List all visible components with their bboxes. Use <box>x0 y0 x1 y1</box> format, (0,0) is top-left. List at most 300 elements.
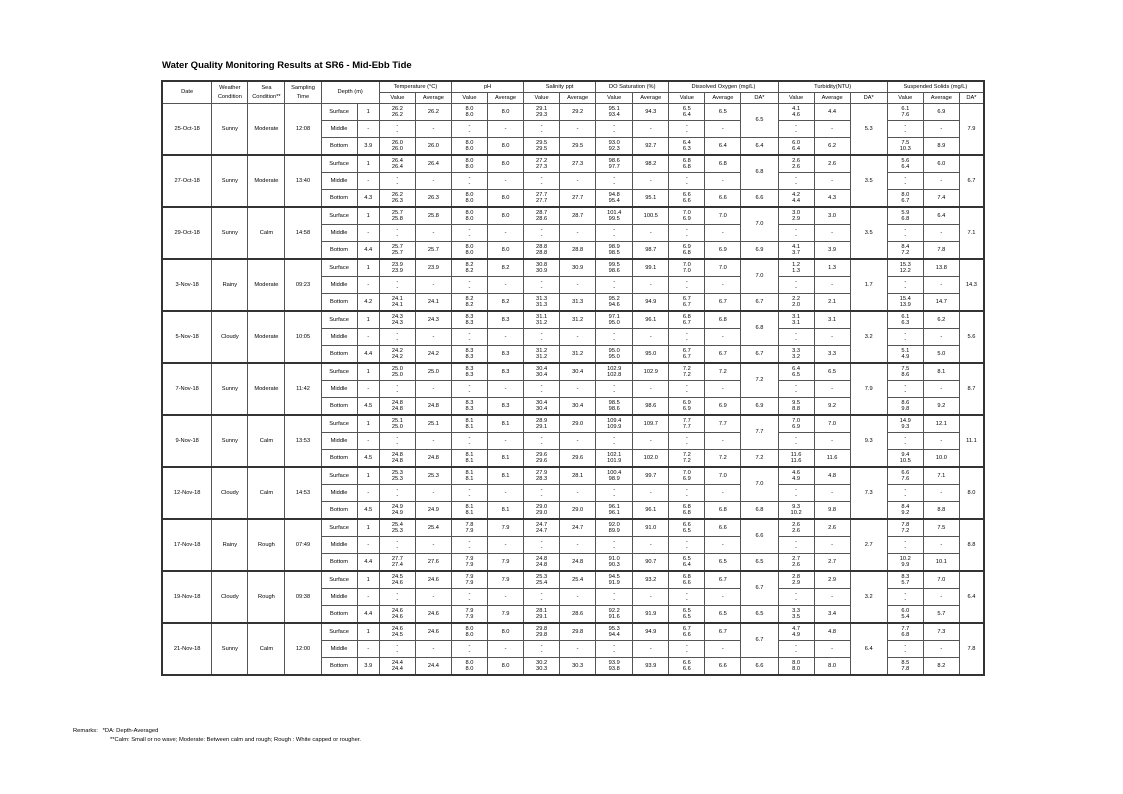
dosat-average: 95.0 <box>633 346 669 364</box>
ph-values-reading: 8.1 <box>465 424 474 430</box>
ph-values <box>451 190 487 208</box>
sal-average: 29.5 <box>560 138 596 156</box>
do-values-reading: - <box>685 330 688 337</box>
temp-average: - <box>415 173 451 190</box>
do-values-reading: 7.0 <box>682 261 691 268</box>
turbidity-average: 2.9 <box>814 571 850 589</box>
ph-values-reading: 8.0 <box>465 250 474 256</box>
sal-values <box>524 155 560 173</box>
sal-average: 24.7 <box>560 519 596 537</box>
turbidity-depth-averaged: 2.7 <box>850 519 887 571</box>
do-values-reading: - <box>685 597 688 603</box>
depth-level-label: Bottom <box>321 554 357 572</box>
ss-values-reading: 8.6 <box>901 399 910 406</box>
turbidity-values-reading: 2.7 <box>792 555 801 562</box>
ph-values <box>451 225 487 242</box>
sal-average: 31.3 <box>560 294 596 312</box>
ph-values-reading: 8.1 <box>465 417 474 424</box>
do-depth-averaged: 6.7 <box>741 294 778 312</box>
ss-values-reading: - <box>904 441 907 447</box>
depth-value: - <box>357 121 379 138</box>
do-average: 7.2 <box>705 450 741 468</box>
turbidity-values-reading: 1.3 <box>792 268 801 274</box>
sal-values-reading: 30.4 <box>536 399 548 406</box>
dosat-values-reading: - <box>613 434 616 441</box>
temp-values <box>379 329 415 346</box>
turbidity-values-reading: - <box>795 122 798 129</box>
sal-values-reading: 31.2 <box>536 320 548 326</box>
temp-values-reading: 25.7 <box>391 250 403 256</box>
sal-values <box>524 433 560 450</box>
turbidity-values <box>778 259 814 277</box>
dosat-values-reading: 95.3 <box>608 625 620 632</box>
turbidity-average: 2.6 <box>814 519 850 537</box>
ph-values-reading: 8.3 <box>465 372 474 378</box>
ss-values-reading: - <box>904 649 907 655</box>
ss-values-reading: - <box>904 389 907 395</box>
turbidity-values <box>778 173 814 190</box>
ph-values-reading: - <box>468 285 471 291</box>
temp-values-reading: - <box>396 122 399 129</box>
temp-average: 26.4 <box>415 155 451 173</box>
temp-values-reading: 26.0 <box>391 139 403 146</box>
dosat-values-reading: 95.4 <box>608 198 620 204</box>
do-average: 6.6 <box>705 190 741 208</box>
turbidity-average: - <box>814 485 850 502</box>
turbidity-values-reading: 6.4 <box>792 146 801 152</box>
dosat-average: 92.7 <box>633 138 669 156</box>
sampling-time-cell: 11:42 <box>285 363 321 415</box>
depth-value: 3.9 <box>357 138 379 156</box>
sal-average: - <box>560 433 596 450</box>
ss-values <box>887 398 923 416</box>
temp-values-reading: 25.8 <box>391 216 403 222</box>
turbidity-average: - <box>814 589 850 606</box>
turbidity-values-reading: 6.5 <box>792 372 801 378</box>
table-row <box>162 467 984 485</box>
weather-cell: Sunny <box>212 415 248 467</box>
do-values-reading: 6.6 <box>682 198 691 204</box>
depth-level-label: Bottom <box>321 242 357 260</box>
temp-average: 24.2 <box>415 346 451 364</box>
sal-values-reading: 24.7 <box>536 521 548 528</box>
do-average: 6.7 <box>705 571 741 589</box>
dosat-values-reading: - <box>613 278 616 285</box>
ss-values-reading: 8.6 <box>901 372 910 378</box>
ph-average: 8.2 <box>488 259 524 277</box>
turbidity-values <box>778 242 814 260</box>
turbidity-values-reading: 8.0 <box>792 659 801 666</box>
temp-average: - <box>415 485 451 502</box>
do-average: 6.5 <box>705 606 741 624</box>
ss-values-reading: - <box>904 382 907 389</box>
dosat-values <box>596 173 633 190</box>
depth-value: 1 <box>357 415 379 433</box>
ss-values-reading: 7.2 <box>901 528 910 534</box>
temp-average: - <box>415 589 451 606</box>
do-depth-averaged: 6.6 <box>741 190 778 208</box>
depth-level-label: Middle <box>321 277 357 294</box>
weather-cell: Cloudy <box>212 571 248 623</box>
ph-average: 8.3 <box>488 363 524 381</box>
temp-values <box>379 589 415 606</box>
sal-values-reading: 24.8 <box>536 562 548 568</box>
sal-values <box>524 329 560 346</box>
turbidity-values-reading: 4.1 <box>792 105 801 112</box>
ss-values-reading: - <box>904 337 907 343</box>
weather-cell: Cloudy <box>212 467 248 519</box>
ss-average: - <box>923 485 959 502</box>
ph-values <box>451 138 487 156</box>
depth-level-label: Bottom <box>321 606 357 624</box>
do-average: - <box>705 485 741 502</box>
turbidity-values <box>778 502 814 520</box>
ss-values-reading: 4.9 <box>901 354 910 360</box>
ss-values-reading: 8.5 <box>901 659 910 666</box>
do-depth-averaged: 6.8 <box>741 502 778 520</box>
turbidity-values-reading: 3.3 <box>792 607 801 614</box>
ss-values <box>887 225 923 242</box>
temp-average: 25.0 <box>415 363 451 381</box>
turbidity-values <box>778 641 814 658</box>
depth-level-label: Bottom <box>321 502 357 520</box>
depth-value: - <box>357 173 379 190</box>
ss-average: 6.4 <box>923 207 959 225</box>
dosat-values <box>596 277 633 294</box>
depth-level-label: Surface <box>321 311 357 329</box>
ph-values-reading: 7.8 <box>465 521 474 528</box>
sal-values-reading: 29.1 <box>536 614 548 620</box>
ph-values <box>451 450 487 468</box>
ss-values-reading: 5.1 <box>901 347 910 354</box>
do-values <box>669 658 705 676</box>
sal-values <box>524 242 560 260</box>
ss-average: - <box>923 277 959 294</box>
ss-average: - <box>923 225 959 242</box>
sal-values-reading: - <box>540 233 543 239</box>
temp-values-reading: 25.3 <box>391 528 403 534</box>
do-values <box>669 571 705 589</box>
sea-condition-cell: Calm <box>248 207 285 259</box>
temp-values-reading: - <box>396 545 399 551</box>
do-values-reading: - <box>685 545 688 551</box>
ph-values-reading: - <box>468 337 471 343</box>
ss-values-reading: 8.4 <box>901 243 910 250</box>
dosat-values-reading: - <box>613 226 616 233</box>
sal-values-reading: 29.5 <box>536 139 548 146</box>
dosat-values <box>596 381 633 398</box>
depth-level-label: Middle <box>321 485 357 502</box>
sal-values <box>524 519 560 537</box>
sal-values-reading: 29.0 <box>536 510 548 516</box>
turbidity-values-reading: 3.1 <box>792 320 801 326</box>
temp-values-reading: - <box>396 285 399 291</box>
sal-average: 31.2 <box>560 311 596 329</box>
do-values-reading: - <box>685 389 688 395</box>
depth-value: 1 <box>357 623 379 641</box>
turbidity-values-reading: - <box>795 226 798 233</box>
ph-average: - <box>488 433 524 450</box>
ph-values-reading: 8.0 <box>465 198 474 204</box>
ss-values-reading: - <box>904 233 907 239</box>
dosat-values-reading: 90.3 <box>608 562 620 568</box>
do-values <box>669 502 705 520</box>
remarks-line-1: *DA: Depth-Averaged <box>102 728 159 734</box>
turbidity-values-reading: 9.5 <box>792 399 801 406</box>
remarks-label: Remarks: <box>73 728 98 734</box>
sal-average: 30.4 <box>560 363 596 381</box>
dosat-values-reading: - <box>613 233 616 239</box>
dosat-average: 94.9 <box>633 294 669 312</box>
ss-values <box>887 242 923 260</box>
turbidity-values-reading: 2.6 <box>792 562 801 568</box>
do-values-reading: 6.5 <box>682 607 691 614</box>
depth-level-label: Middle <box>321 329 357 346</box>
do-depth-averaged: 7.0 <box>741 259 778 294</box>
dosat-values-reading: - <box>613 389 616 395</box>
depth-level-label: Middle <box>321 225 357 242</box>
dosat-values-reading: 94.6 <box>608 302 620 308</box>
date-cell: 12-Nov-18 <box>162 467 212 519</box>
do-values <box>669 641 705 658</box>
sal-values-reading: 31.3 <box>536 295 548 302</box>
ss-values <box>887 571 923 589</box>
do-values-reading: 6.9 <box>682 399 691 406</box>
ph-values <box>451 381 487 398</box>
ph-average: - <box>488 589 524 606</box>
do-values-reading: - <box>685 441 688 447</box>
sal-values-reading: 27.9 <box>536 469 548 476</box>
dosat-values <box>596 207 633 225</box>
ph-values <box>451 519 487 537</box>
sal-values-reading: 24.7 <box>536 528 548 534</box>
dosat-values <box>596 346 633 364</box>
ph-average: - <box>488 277 524 294</box>
sal-values-reading: - <box>540 538 543 545</box>
depth-level-label: Bottom <box>321 346 357 364</box>
header-do-saturation: DO Saturation (%) <box>596 81 669 93</box>
do-average: 6.7 <box>705 294 741 312</box>
turbidity-values-reading: 3.1 <box>792 313 801 320</box>
turbidity-values-reading: 2.2 <box>792 295 801 302</box>
do-values-reading: 6.6 <box>682 659 691 666</box>
sal-values <box>524 398 560 416</box>
ss-average: 5.0 <box>923 346 959 364</box>
turbidity-values-reading: - <box>795 382 798 389</box>
turbidity-depth-averaged: 7.9 <box>850 363 887 415</box>
do-values-reading: 7.2 <box>682 451 691 458</box>
depth-value: 4.4 <box>357 606 379 624</box>
dosat-average: - <box>633 589 669 606</box>
ph-values <box>451 346 487 364</box>
dosat-values <box>596 485 633 502</box>
ss-values-reading: 10.2 <box>899 555 911 562</box>
turbidity-values-reading: - <box>795 597 798 603</box>
dosat-values-reading: - <box>613 642 616 649</box>
depth-level-label: Middle <box>321 641 357 658</box>
dosat-average: 98.6 <box>633 398 669 416</box>
table-row <box>162 259 984 277</box>
dosat-values <box>596 329 633 346</box>
do-depth-averaged: 6.5 <box>741 554 778 572</box>
do-values <box>669 155 705 173</box>
temp-values-reading: 24.2 <box>391 354 403 360</box>
temp-values-reading: - <box>396 649 399 655</box>
turbidity-average: 2.6 <box>814 155 850 173</box>
temp-values-reading: - <box>396 330 399 337</box>
dosat-values-reading: - <box>613 285 616 291</box>
date-cell: 29-Oct-18 <box>162 207 212 259</box>
do-average: 7.7 <box>705 415 741 433</box>
temp-average: 24.4 <box>415 658 451 676</box>
ss-average: 7.0 <box>923 571 959 589</box>
turbidity-values-reading: 1.2 <box>792 261 801 268</box>
depth-level-label: Surface <box>321 104 357 121</box>
ph-values-reading: 8.1 <box>465 510 474 516</box>
turbidity-average: - <box>814 225 850 242</box>
sal-average: - <box>560 641 596 658</box>
turbidity-values-reading: 3.5 <box>792 614 801 620</box>
ph-average: - <box>488 329 524 346</box>
depth-level-label: Surface <box>321 571 357 589</box>
temp-values-reading: 24.4 <box>391 659 403 666</box>
depth-value: - <box>357 485 379 502</box>
dosat-values-reading: 100.4 <box>607 469 622 476</box>
temp-values <box>379 104 415 121</box>
temp-values-reading: - <box>396 181 399 187</box>
do-values-reading: - <box>685 226 688 233</box>
dosat-average: - <box>633 277 669 294</box>
ss-values-reading: 9.3 <box>901 424 910 430</box>
ss-values <box>887 433 923 450</box>
ph-average: - <box>488 173 524 190</box>
do-values <box>669 623 705 641</box>
depth-level-label: Middle <box>321 433 357 450</box>
dosat-values <box>596 554 633 572</box>
do-average: 6.9 <box>705 242 741 260</box>
temp-values-reading: 25.0 <box>391 365 403 372</box>
dosat-values-reading: 95.0 <box>608 347 620 354</box>
turbidity-values <box>778 467 814 485</box>
depth-level-label: Bottom <box>321 190 357 208</box>
sal-values-reading: 30.4 <box>536 372 548 378</box>
ph-values-reading: 8.0 <box>465 659 474 666</box>
ss-values-reading: 7.6 <box>901 112 910 118</box>
turbidity-values-reading: 3.0 <box>792 209 801 216</box>
turbidity-values-reading: 4.9 <box>792 632 801 638</box>
turbidity-values-reading: 6.0 <box>792 139 801 146</box>
do-values <box>669 589 705 606</box>
ph-values <box>451 155 487 173</box>
ss-values-reading: 6.8 <box>901 632 910 638</box>
turbidity-values-reading: - <box>795 330 798 337</box>
ph-values <box>451 467 487 485</box>
header-ph: pH <box>451 81 523 93</box>
ss-values <box>887 363 923 381</box>
do-average: - <box>705 173 741 190</box>
do-values-reading: 7.2 <box>682 372 691 378</box>
dosat-values-reading: 93.9 <box>608 659 620 666</box>
do-values <box>669 225 705 242</box>
dosat-values <box>596 155 633 173</box>
ph-values-reading: 8.1 <box>465 476 474 482</box>
dosat-values <box>596 537 633 554</box>
temp-values-reading: 24.6 <box>391 580 403 586</box>
ss-values-reading: 5.9 <box>901 209 910 216</box>
sal-average: 28.6 <box>560 606 596 624</box>
ss-values-reading: - <box>904 538 907 545</box>
dosat-values-reading: 93.8 <box>608 666 620 672</box>
turbidity-values <box>778 294 814 312</box>
ph-values-reading: 8.0 <box>465 157 474 164</box>
sampling-time-cell: 14:58 <box>285 207 321 259</box>
temp-average: 26.2 <box>415 104 451 121</box>
turbidity-values-reading: - <box>795 642 798 649</box>
ss-values <box>887 450 923 468</box>
ss-values <box>887 155 923 173</box>
ss-values-reading: - <box>904 597 907 603</box>
temp-values-reading: 26.0 <box>391 146 403 152</box>
do-values-reading: 6.8 <box>682 313 691 320</box>
temp-average: 24.6 <box>415 571 451 589</box>
do-depth-averaged: 6.9 <box>741 398 778 416</box>
temp-values-reading: 25.0 <box>391 372 403 378</box>
sal-average: - <box>560 173 596 190</box>
do-average: - <box>705 277 741 294</box>
do-depth-averaged: 6.7 <box>741 623 778 658</box>
ss-depth-averaged: 6.7 <box>959 155 984 207</box>
dosat-values-reading: - <box>613 545 616 551</box>
ss-values-reading: - <box>904 642 907 649</box>
dosat-values <box>596 225 633 242</box>
ss-values-reading: 7.2 <box>901 250 910 256</box>
table-row <box>162 571 984 589</box>
dosat-values-reading: - <box>613 538 616 545</box>
turbidity-values <box>778 415 814 433</box>
temp-average: 24.6 <box>415 623 451 641</box>
do-values-reading: 6.8 <box>682 157 691 164</box>
do-values-reading: - <box>685 649 688 655</box>
do-values <box>669 485 705 502</box>
sal-average: - <box>560 537 596 554</box>
depth-value: 1 <box>357 207 379 225</box>
turbidity-depth-averaged: 1.7 <box>850 259 887 311</box>
dosat-average: - <box>633 173 669 190</box>
temp-values-reading: - <box>396 389 399 395</box>
ph-values-reading: - <box>468 434 471 441</box>
dosat-values <box>596 294 633 312</box>
do-average: 6.7 <box>705 623 741 641</box>
ph-average: 8.0 <box>488 138 524 156</box>
do-values <box>669 190 705 208</box>
dosat-average: 96.1 <box>633 502 669 520</box>
dosat-values-reading: 92.0 <box>608 521 620 528</box>
temp-values-reading: 24.9 <box>391 510 403 516</box>
dosat-values-reading: 102.8 <box>607 372 622 378</box>
do-values <box>669 277 705 294</box>
dosat-values-reading: 92.2 <box>608 607 620 614</box>
turbidity-values <box>778 537 814 554</box>
ss-average: 6.2 <box>923 311 959 329</box>
header-suspended-solids: Suspended Solids (mg/L) <box>887 81 984 93</box>
sal-values-reading: 27.2 <box>536 157 548 164</box>
ss-depth-averaged: 11.1 <box>959 415 984 467</box>
dosat-values <box>596 398 633 416</box>
temp-values-reading: 24.3 <box>391 320 403 326</box>
temp-values-reading: - <box>396 174 399 181</box>
dosat-values <box>596 467 633 485</box>
do-values-reading: - <box>685 538 688 545</box>
